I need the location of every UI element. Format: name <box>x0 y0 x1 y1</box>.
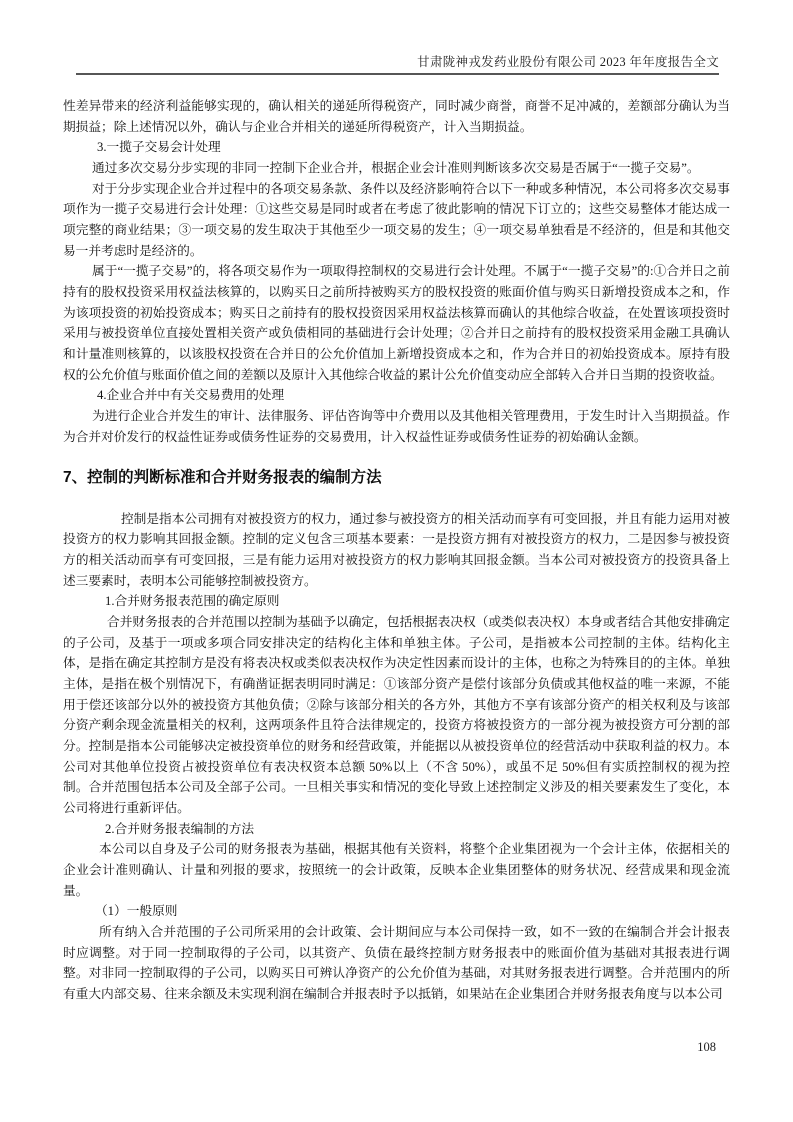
list-item-heading-2: 2.合并财务报表编制的方法 <box>105 821 255 836</box>
paragraph: 属于“一揽子交易”的，将各项交易作为一项取得控制权的交易进行会计处理。不属于“一揽子交易”的:①合并日之前持有的股权投资采用权益法核算的，以购买日之前所持被购买方的股权投资的账面价值与购买日新增投资成本之和，作为该项投资的初始投资成本；购买日之前持有的股权投资因采用权益法核算而确认的其他综合收益，在处置该项投资时采用与被投资单位直接处置相关资产或负债相同的基础进行会计处理；②合并日之前持有的股权投资采用金融工具确认和计量准则核算的，以该股权投资在合并日的公允价值加上新增投资成本之和，作为合并日的初始投资成本。原持有股权的公允价值与账面价值之间的差额以及原计入其他综合收益的累计公允价值变动应全部转入合并日当期的投资收益。 <box>63 264 730 382</box>
list-item-heading-1: 1.合并财务报表范围的确定原则 <box>105 594 280 609</box>
paragraph-continuation: 性差异带来的经济利益能够实现的，确认相关的递延所得税资产，同时减少商誉，商誉不足冲减的，差额部分确认为当期损益；除上述情况以外，确认与企业合并相关的递延所得税资产，计入当期损益。 <box>63 99 730 134</box>
section-heading-7: 7、控制的判断标准和合并财务报表的编制方法 <box>63 469 382 487</box>
list-item-heading-1-1: （1）一般原则 <box>95 904 178 919</box>
page-number: 108 <box>697 1040 716 1054</box>
paragraph: 所有纳入合并范围的子公司所采用的会计政策、会计期间应与本公司保持一致，如不一致的在编制合并会计报表时应调整。对于同一控制取得的子公司，以其资产、负债在最终控制方财务报表中的账面价值为基础对其报表进行调整。对非同一控制取得的子公司，以购买日可辨认净资产的公允价值为基础，对其财务报表进行调整。合并范围内的所有重大内部交易、往来余额及未实现利润在编制合并报表时予以抵销，如果站在企业集团合并财务报表角度与以本公司 <box>63 924 730 1001</box>
document-body <box>63 96 730 1005</box>
list-item-heading-4: 4.企业合并中有关交易费用的处理 <box>97 388 285 403</box>
page-header-title: 甘肃陇神戎发药业股份有限公司 2023 年年度报告全文 <box>417 55 719 69</box>
paragraph: 对于分步实现企业合并过程中的各项交易条款、条件以及经济影响符合以下一种或多种情况，本公司将多次交易事项作为一揽子交易进行会计处理：①这些交易是同时或者在考虑了彼此影响的情况下订立的；这些交易整体才能达成一项完整的商业结果；③一项交易的发生取决于其他至少一项交易的发生；④一项交易单独看是不经济的，但是和其他交易一并考虑时是经济的。 <box>63 181 730 258</box>
paragraph: 通过多次交易分步实现的非同一控制下企业合并，根据企业会计准则判断该多次交易是否属于“一揽子交易”。 <box>92 160 700 175</box>
paragraph: 为进行企业合并发生的审计、法律服务、评估咨询等中介费用以及其他相关管理费用，于发生时计入当期损益。作为合并对价发行的权益性证券或债务性证券的交易费用，计入权益性证券或债务性证券的初始确认金额。 <box>63 408 730 444</box>
header-rule <box>76 73 719 76</box>
paragraph: 控制是指本公司拥有对被投资方的权力，通过参与被投资方的相关活动而享有可变回报，并且有能力运用对被投资方的权力影响其回报金额。控制的定义包含三项基本要素：一是投资方拥有对被投资方的权力，二是因参与被投资方的相关活动而享有可变回报，三是有能力运用对被投资方的权力影响其回报金额。当本公司对被投资方的投资具备上述三要素时，表明本公司能够控制被投资方。 <box>63 511 730 588</box>
list-item-heading-3: 3.一揽子交易会计处理 <box>97 140 221 155</box>
paragraph: 本公司以自身及子公司的财务报表为基础，根据其他有关资料，将整个企业集团视为一个会计主体，依据相关的企业会计准则确认、计量和列报的要求，按照统一的会计政策，反映本企业集团整体的财务状况、经营成果和现金流量。 <box>63 842 730 898</box>
paragraph: 合并财务报表的合并范围以控制为基础予以确定，包括根据表决权（或类似表决权）本身或者结合其他安排确定的子公司，及基于一项或多项合同安排决定的结构化主体和单独主体。子公司，是指被本公司控制的主体。结构化主体，是指在确定其控制方是没有将表决权或类似表决权作为决定性因素而设计的主体，也称之为特殊目的的主体。单独主体，是指在极个别情况下，有确凿证据表明同时满足：①该部分资产是偿付该部分负债或其他权益的唯一来源，不能用于偿还该部分以外的被投资方其他负债；②除与该部分相关的各方外，其他方不享有该部分资产的相关权利及与该部分资产剩余现金流量相关的权利，这两项条件且符合法律规定的，投资方将被投资方的一部分视为被投资方可分割的部分。控制是指本公司能够决定被投资单位的财务和经营政策，并能据以从被投资单位的经营活动中获取利益的权力。本公司对其他单位投资占被投资单位有表决权资本总额 50%以上（不含 50%），或虽不足 50%但有实质控制权的视为控制。合并范围包括本公司及全部子公司。一旦相关事实和情况的变化导致上述控制定义涉及的相关要素发生了变化，本公司将进行重新评估。 <box>63 615 730 815</box>
